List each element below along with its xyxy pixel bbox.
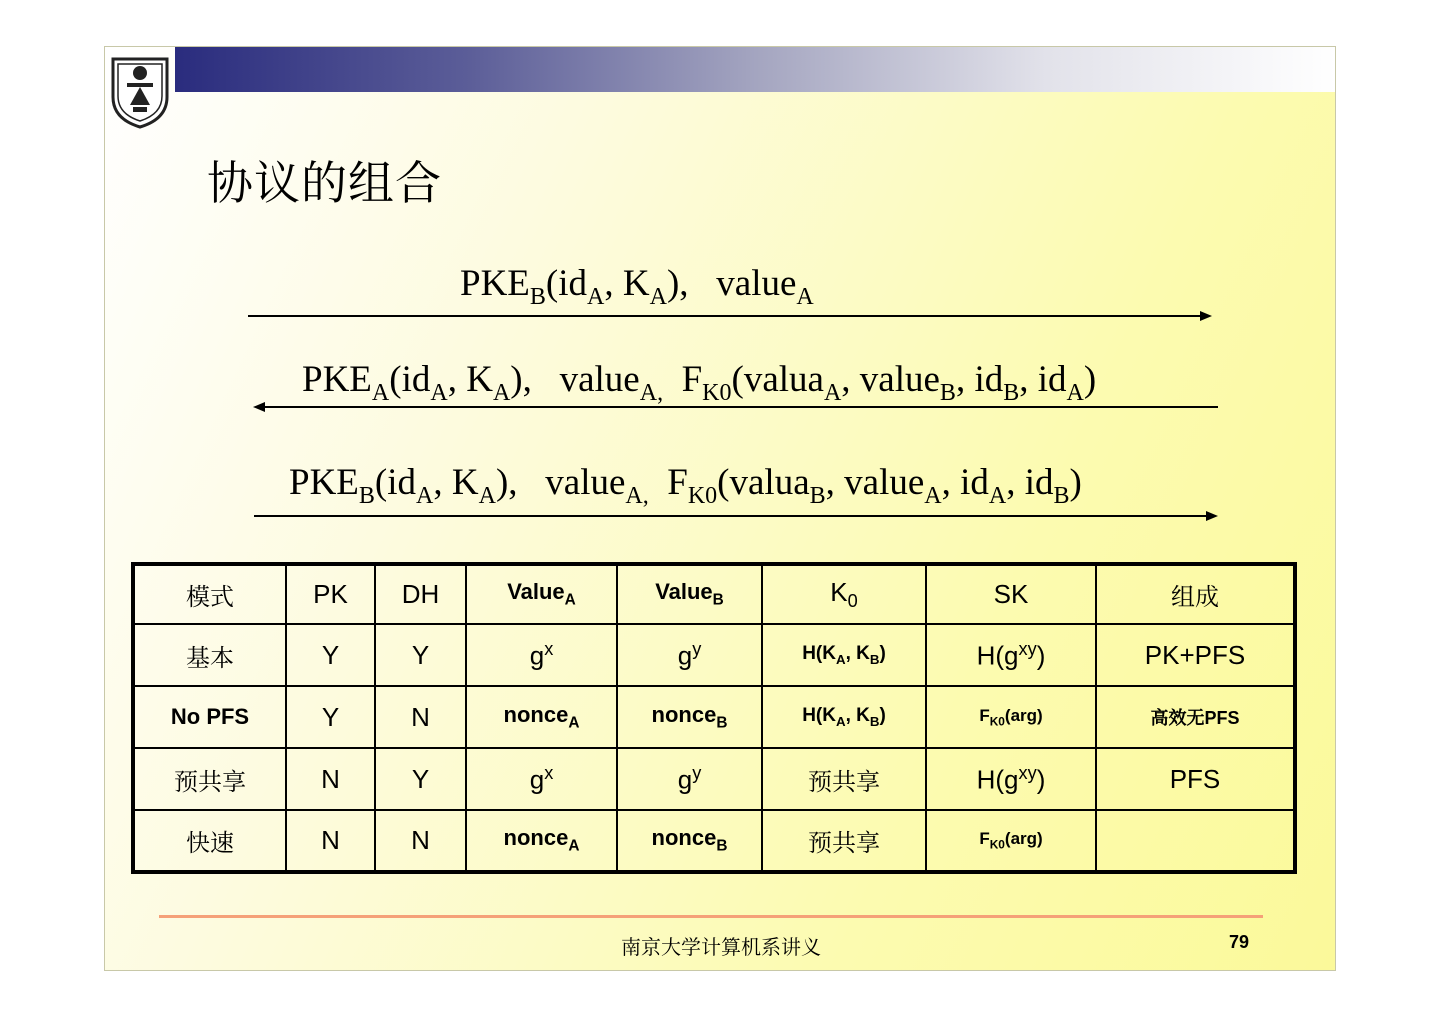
cell-pk: Y xyxy=(286,686,375,748)
cell-value-b: nonce$_B$ xyxy=(617,686,762,748)
header-dh: DH xyxy=(375,564,466,624)
arrow-2-head-icon xyxy=(253,402,265,412)
cell-value-b: nonce$_B$ xyxy=(617,810,762,872)
arrow-3-head-icon xyxy=(1206,511,1218,521)
cell-composition: 高效无PFS xyxy=(1096,686,1295,748)
cell-mode: 预共享 xyxy=(133,748,286,810)
table-row xyxy=(133,624,1295,686)
message-2: $PKE_A(id_A$, $K_A$), value$_{A,}$ $F_{K0}(valua_A$, value$_B$, $id_B$, $id_A$) xyxy=(302,359,1097,406)
cell-sk: $H(g^{xy})$ xyxy=(926,748,1096,810)
cell-composition: PFS xyxy=(1096,748,1295,810)
header-k0: $K_0$ xyxy=(762,564,926,624)
cell-value-a: nonce$_A$ xyxy=(466,686,617,748)
cell-dh: N xyxy=(375,686,466,748)
cell-pk: N xyxy=(286,810,375,872)
cell-value-b: $g^y$ xyxy=(617,748,762,810)
table-row xyxy=(133,686,1295,748)
message-3: $PKE_B(id_A$, $K_A$), value$_{A,}$ $F_{K0}(valua_B$, value$_A$, $id_A$, $id_B$) xyxy=(289,462,1082,509)
cell-mode: No PFS xyxy=(133,686,286,748)
message-1: $PKE_B(id_A$, $K_A$), value$_A$ xyxy=(460,263,814,310)
cell-dh: N xyxy=(375,810,466,872)
table-row xyxy=(133,748,1295,810)
cell-k0: 预共享 xyxy=(762,810,926,872)
cell-pk: N xyxy=(286,748,375,810)
header-gradient-bar xyxy=(175,47,1336,92)
cell-k0: 预共享 xyxy=(762,748,926,810)
slide xyxy=(104,46,1336,971)
cell-value-a: $g^x$ xyxy=(466,624,617,686)
cell-value-a: nonce$_A$ xyxy=(466,810,617,872)
cell-composition: PK+PFS xyxy=(1096,624,1295,686)
page-number: 79 xyxy=(1229,932,1250,952)
arrow-1-line xyxy=(248,315,1200,317)
cell-pk: Y xyxy=(286,624,375,686)
cell-value-a: $g^x$ xyxy=(466,748,617,810)
header-value-b: Value$_B$ xyxy=(617,564,762,624)
arrow-1-head-icon xyxy=(1200,311,1212,321)
cell-mode: 快速 xyxy=(133,810,286,872)
header-sk: SK xyxy=(926,564,1096,624)
cell-mode: 基本 xyxy=(133,624,286,686)
cell-dh: Y xyxy=(375,624,466,686)
footer-divider xyxy=(159,915,1263,918)
cell-value-b: $g^y$ xyxy=(617,624,762,686)
cell-sk: $F_{K0}(arg)$ xyxy=(926,810,1096,872)
header-value-a: Value$_A$ xyxy=(466,564,617,624)
cell-sk: $F_{K0}(arg)$ xyxy=(926,686,1096,748)
cell-dh: Y xyxy=(375,748,466,810)
arrow-3-line xyxy=(254,515,1206,517)
header-mode: 模式 xyxy=(133,564,286,624)
cell-k0: $H(K_A$, $K_B$) xyxy=(762,686,926,748)
cell-composition xyxy=(1096,810,1295,872)
arrow-2-line xyxy=(265,406,1218,408)
slide-title: 协议的组合 xyxy=(207,156,442,210)
header-pk: PK xyxy=(286,564,375,624)
protocol-table xyxy=(131,562,1297,874)
table-row xyxy=(133,810,1295,872)
cell-sk: $H(g^{xy})$ xyxy=(926,624,1096,686)
footer-text: 南京大学计算机系讲义 xyxy=(621,935,821,959)
university-seal-icon xyxy=(109,53,171,129)
cell-k0: $H(K_A$, $K_B$) xyxy=(762,624,926,686)
header-composition: 组成 xyxy=(1096,564,1295,624)
table-header-row xyxy=(133,564,1295,624)
